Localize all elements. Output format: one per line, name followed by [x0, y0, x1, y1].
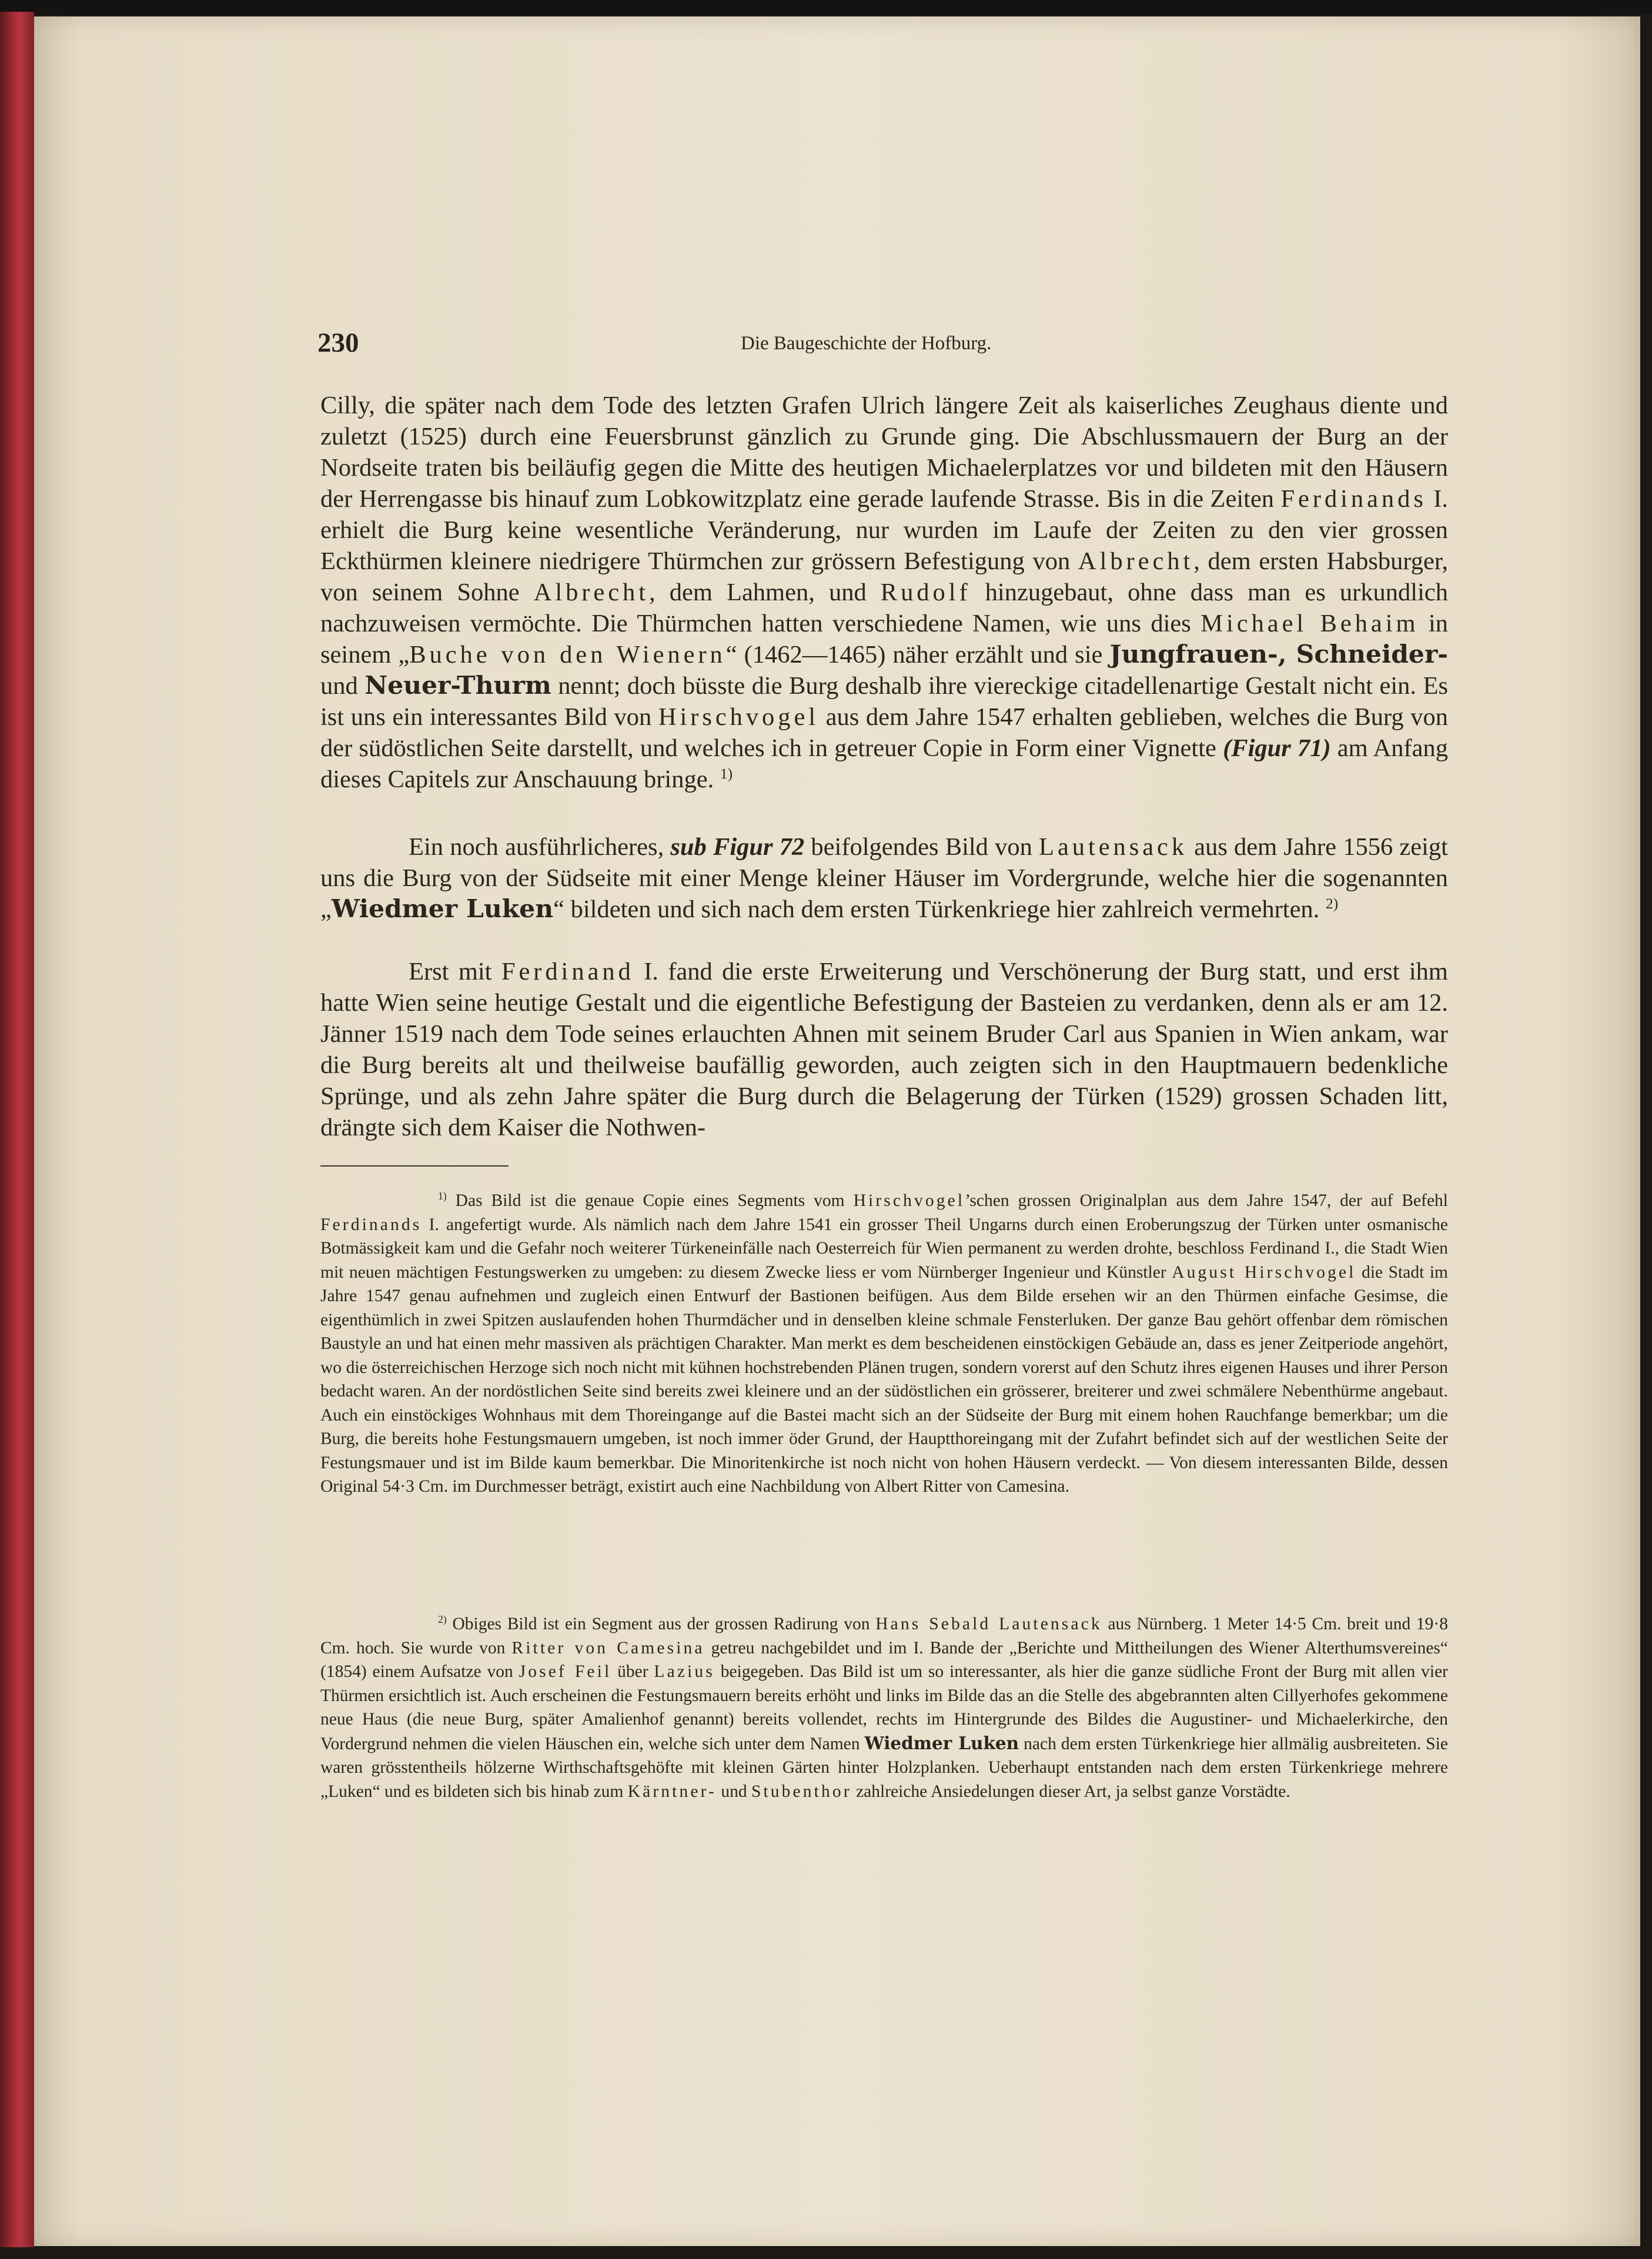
footnote-1: $^{1)}$ Das Bild ist die genaue Copie eines Segments vom Hirschvogel’schen grossen Originalplan aus dem Jahre 1547, der auf Befehl Ferdinands I. angefertigt wurde. Als nämlich nach dem Jahre 1541 ein grosser Theil Ungarns durch einen Eroberungszug der Türken unter osmanische Botmässigkeit kam und die Gefahr noch weiterer Türkeneinfälle nach Oesterreich für Wien permanent zu werden drohte, beschloss Ferdinand I., die Stadt Wien mit neuen mächtigen Festungswerken zu umgeben: zu diesem Zwecke liess er vom Nürnberger Ingenieur und Künstler August Hirschvogel die Stadt im Jahre 1547 genau aufnehmen und zugleich einen Entwurf der Bastionen beifügen. Aus dem Bilde ersehen wir an den Thürmen einfache Gesimse, die eigenthümlich in zwei Spitzen auslaufenden hohen Thurmdächer und in denselben kleine schmale Fensterluken. Der ganze Bau gehört offenbar dem römischen Baustyle an und hat einen mehr massiven als prächtigen Charakter. Man merkt es dem bescheidenen einstöckigen Gebäude an, dass es jener Zeitperiode angehört, wo die österreichischen Herzoge sich noch nicht mit kühnen hochstrebenden Plänen trugen, sondern vorerst auf den Schutz ihres eigenen Hauses und ihrer Person bedacht waren. An der nordöstlichen Seite sind bereits zwei kleinere und an der südöstlichen ein grösserer, breiterer und zwei schmälere Nebenthürme angebaut. Auch ein einstöckiges Wohnhaus mit dem Thoreingange auf die Bastei macht sich an der Südseite der Burg mit einem hohen Rauchfange bemerkbar; um die Burg, die bereits hohe Festungsmauern umgeben, ist noch immer öder Grund, der Hauptthoreingang mit der Zufahrt befindet sich auf der westlichen Seite der Festungsmauer und ist im Bilde kaum bemerkbar. Die Minoritenkirche ist noch nicht von hohen Häusern verdeckt. — Von diesem interessanten Bilde, dessen Original 54·3 Cm. im Durchmesser beträgt, existirt auch eine Nachbildung von Albert Ritter von Camesina.: [320, 1190, 1448, 1496]
footnote-divider: [320, 1165, 509, 1167]
figure-reference-71: (Figur 71): [1223, 734, 1331, 762]
body-paragraph-2: Ein noch ausführlicheres, sub Figur 72 beifolgendes Bild von Lautensack aus dem Jahre 1556 zeigt uns die Burg von der Südseite mit einer Menge kleiner Häuser im Vordergrunde, welche hier die sogenannten „Wiedmer Luken“ bildeten und sich nach dem ersten Türkenkriege hier zahlreich vermehrten. $^{2)}$: [320, 833, 1448, 924]
page-number: 230: [317, 328, 359, 358]
page-header: [317, 327, 1329, 362]
body-paragraph-3: Erst mit Ferdinand I. fand die erste Erweiterung und Verschönerung der Burg statt, und erst ihm hatte Wien seine heutige Gestalt und die eigentliche Befestigung der Basteien zu verdanken, denn als er am 12. Jänner 1519 nach dem Tode seines erlauchten Ahnen mit seinem Bruder Carl aus Spanien in Wien ankam, war die Burg bereits alt und theilweise baufällig geworden, auch zeigten sich in den Hauptmauern bedenkliche Sprünge, und als zehn Jahre später die Burg durch die Belagerung der Türken (1529) grossen Schaden litt, drängte sich dem Kaiser die Nothwen-: [320, 958, 1448, 1141]
figure-reference-72: sub Figur 72: [670, 833, 805, 861]
footnote-ref-1: 1): [720, 764, 733, 782]
footnote-ref-2: 2): [1325, 894, 1339, 912]
book-edge-red: [0, 12, 34, 2247]
footnote-2: $^{2)}$ Obiges Bild ist ein Segment aus der grossen Radirung von Hans Sebald Lautensack aus Nürnberg. 1 Meter 14·5 Cm. breit und 19·8 Cm. hoch. Sie wurde von Ritter von Camesina getreu nachgebildet und im I. Bande der „Berichte und Mittheilungen des Wiener Alterthumsvereines“ (1854) einem Aufsatze von Josef Feil über Lazius beigegeben. Das Bild ist um so interessanter, als hier die ganze südliche Front der Burg mit allen vier Thürmen ersichtlich ist. Auch erscheinen die Festungsmauern bereits erhöht und links im Bilde das an die Stelle des abgebrannten alten Cillyerhofes gekommene neue Haus (die neue Burg, später Amalienhof genannt) bereits vollendet, rechts im Hintergrunde des Bildes die Augustiner- und Michaelerkirche, den Vordergrund nehmen die vielen Häuschen ein, welche sich unter dem Namen Wiedmer Luken nach dem ersten Türkenkriege hier allmälig ausbreiteten. Sie waren grösstentheils hölzerne Wirthschaftsgehöfte mit kleinen Gärten hinter Holzplanken. Ueberhaupt entstanden nach dem ersten Türkenkriege mehrere „Luken“ und es bildeten sich bis hinab zum Kärntner- und Stubenthor zahlreiche Ansiedelungen dieser Art, ja selbst ganze Vorstädte.: [320, 1613, 1449, 1801]
body-paragraph-1: Cilly, die später nach dem Tode des letzten Grafen Ulrich längere Zeit als kaiserliches Zeughaus diente und zuletzt (1525) durch eine Feuersbrunst gänzlich zu Grunde ging. Die Abschlussmauern der Burg an der Nordseite traten bis beiläufig gegen die Mitte des heutigen Michaelerplatzes vor und bildeten mit den Häusern der Herrengasse bis hinauf zum Lobkowitzplatz eine gerade laufende Strasse. Bis in die Zeiten Ferdinands I. erhielt die Burg keine wesentliche Veränderung, nur wurden im Laufe der Zeiten zu den vier grossen Eckthürmen kleinere niedrigere Thürmchen zur grössern Befestigung von Albrecht, dem ersten Habsburger, von seinem Sohne Albrecht, dem Lahmen, und Rudolf hinzugebaut, ohne dass man es urkundlich nachzuweisen vermöchte. Die Thürmchen hatten verschiedene Namen, wie uns dies Michael Behaim in seinem „Buche von den Wienern“ (1462—1465) näher erzählt und sie Jungfrauen-, Schneider- und Neuer-Thurm nennt; doch büsste die Burg deshalb ihre viereckige citadellenartige Gestalt nicht ein. Es ist uns ein interessantes Bild von Hirschvogel aus dem Jahre 1547 erhalten geblieben, welches die Burg von der südöstlichen Seite darstellt, und welches ich in getreuer Copie in Form einer Vignette (Figur 71) am Anfang dieses Capitels zur Anschauung bringe. $^{1)}$: [320, 392, 1449, 793]
scan-top-edge: [0, 0, 1652, 14]
running-head: Die Baugeschichte der Hofburg.: [741, 333, 992, 354]
